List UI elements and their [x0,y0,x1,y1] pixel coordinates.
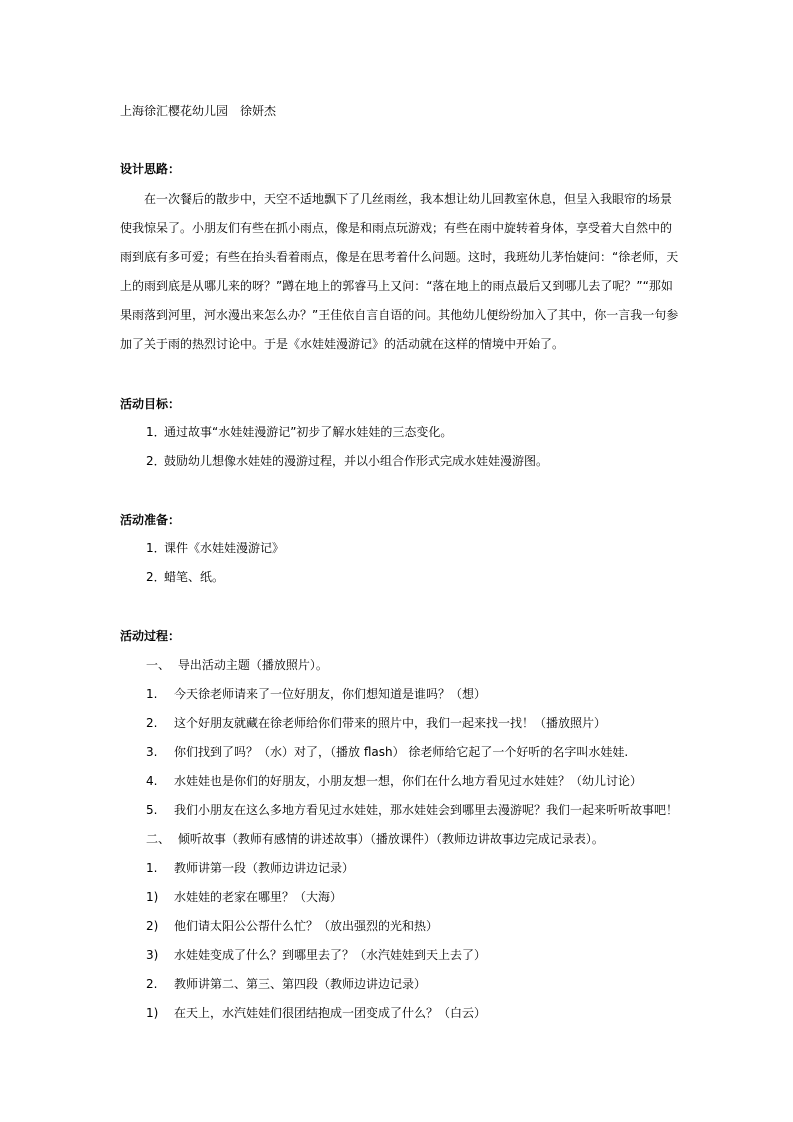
step-number: 一、 [146,658,171,672]
item-number: 2． [146,454,166,468]
process-step [146,889,342,905]
process-step [146,802,678,818]
step-number: 二、 [146,832,171,846]
process-step [146,657,328,673]
prep-heading: 活动准备： [120,513,181,527]
process-step [146,715,606,731]
step-text: 导出活动主题（播放照片）。 [174,658,328,672]
step-number: 4. [146,774,158,788]
process-step [146,831,604,847]
step-number: 1. [146,861,158,875]
step-text: 我们小朋友在这么多地方看见过水娃娃，那水娃娃会到哪里去漫游呢？我们一起来听听故事吧！ [174,803,679,817]
step-text: 教师讲第一段（教师边讲边记录） [174,861,355,875]
step-number: 2. [146,716,158,730]
process-step [146,947,486,963]
step-text: 水娃娃也是你们的好朋友，小朋友想一想，你们在什么地方看见过水娃娃？（幼儿讨论） [174,774,643,788]
item-number: 1． [146,425,166,439]
step-number: 1) [146,890,159,904]
process-step [146,773,642,789]
process-heading: 活动过程： [120,629,181,643]
author-line: 上海徐汇樱花幼儿园 徐妍杰 [120,104,277,118]
step-number: 2. [146,977,158,991]
step-number: 1. [146,687,158,701]
step-text: 倾听故事（教师有感情的讲述故事）（播放课件）（教师边讲故事边完成记录表）。 [174,832,604,846]
item-text: 通过故事“水娃娃漫游记”初步了解水娃娃的三态变化。 [164,425,453,439]
prep-item [146,569,224,585]
step-number: 2) [146,919,159,933]
paragraph-line: 上的雨到底是从哪儿来的呀？”蹲在地上的郭睿马上又问：“落在地上的雨点最后又到哪儿去了呢？”“那如 [120,279,673,293]
step-text: 水娃娃的老家在哪里？（大海） [174,890,343,904]
goals-heading: 活动目标： [120,397,181,411]
step-number: 3. [146,745,158,759]
item-number: 2． [146,570,166,584]
goal-item [146,424,452,440]
process-step [146,744,628,760]
step-number: 1) [146,1006,159,1020]
paragraph-line: 加了关于雨的热烈讨论中。于是《水娃娃漫游记》的活动就在这样的情境中开始了。 [120,337,565,351]
process-step [146,918,438,934]
paragraph-line: 使我惊呆了。小朋友们有些在抓小雨点，像是和雨点玩游戏；有些在雨中旋转着身体，享受着大自然中的 [120,221,673,235]
process-step [146,1005,486,1021]
step-text: 今天徐老师请来了一位好朋友，你们想知道是谁吗？（想） [174,687,487,701]
step-number: 3) [146,948,159,962]
step-text: 这个好朋友就藏在徐老师给你们带来的照片中，我们一起来找一找！（播放照片） [174,716,607,730]
step-text: 在天上，水汽娃娃们很团结抱成一团变成了什么？（白云） [174,1006,487,1020]
paragraph-line: 果雨落到河里，河水漫出来怎么办？”王佳依自言自语的问。其他幼儿便纷纷加入了其中，你一言我一句参 [120,308,679,322]
step-text: 你们找到了吗？（水）对了，（播放 flash） 徐老师给它起了一个好听的名字叫水娃娃. [174,745,629,759]
process-step [146,860,354,876]
design-paragraph [120,185,679,359]
design-heading: 设计思路： [120,162,181,176]
item-text: 鼓励幼儿想像水娃娃的漫游过程，并以小组合作形式完成水娃娃漫游图。 [164,454,549,468]
goal-item [146,453,548,469]
process-step [146,976,426,992]
item-text: 课件《水娃娃漫游记》 [164,541,285,555]
item-text: 蜡笔、纸。 [164,570,225,584]
paragraph-line: 在一次餐后的散步中，天空不适地飘下了几丝雨丝，我本想让幼儿回教室休息，但呈入我眼帘的场景 [144,192,673,206]
paragraph-line: 雨到底有多可爱；有些在抬头看着雨点，像是在思考着什么问题。这时，我班幼儿茅怡婕问：“徐老师，天 [120,250,679,264]
prep-item [146,540,284,556]
step-text: 他们请太阳公公帮什么忙？（放出强烈的光和热） [174,919,439,933]
step-text: 教师讲第二、第三、第四段（教师边讲边记录） [174,977,427,991]
step-text: 水娃娃变成了什么？到哪里去了？（水汽娃娃到天上去了） [174,948,487,962]
step-number: 5. [146,803,158,817]
process-step [146,686,486,702]
item-number: 1． [146,541,166,555]
